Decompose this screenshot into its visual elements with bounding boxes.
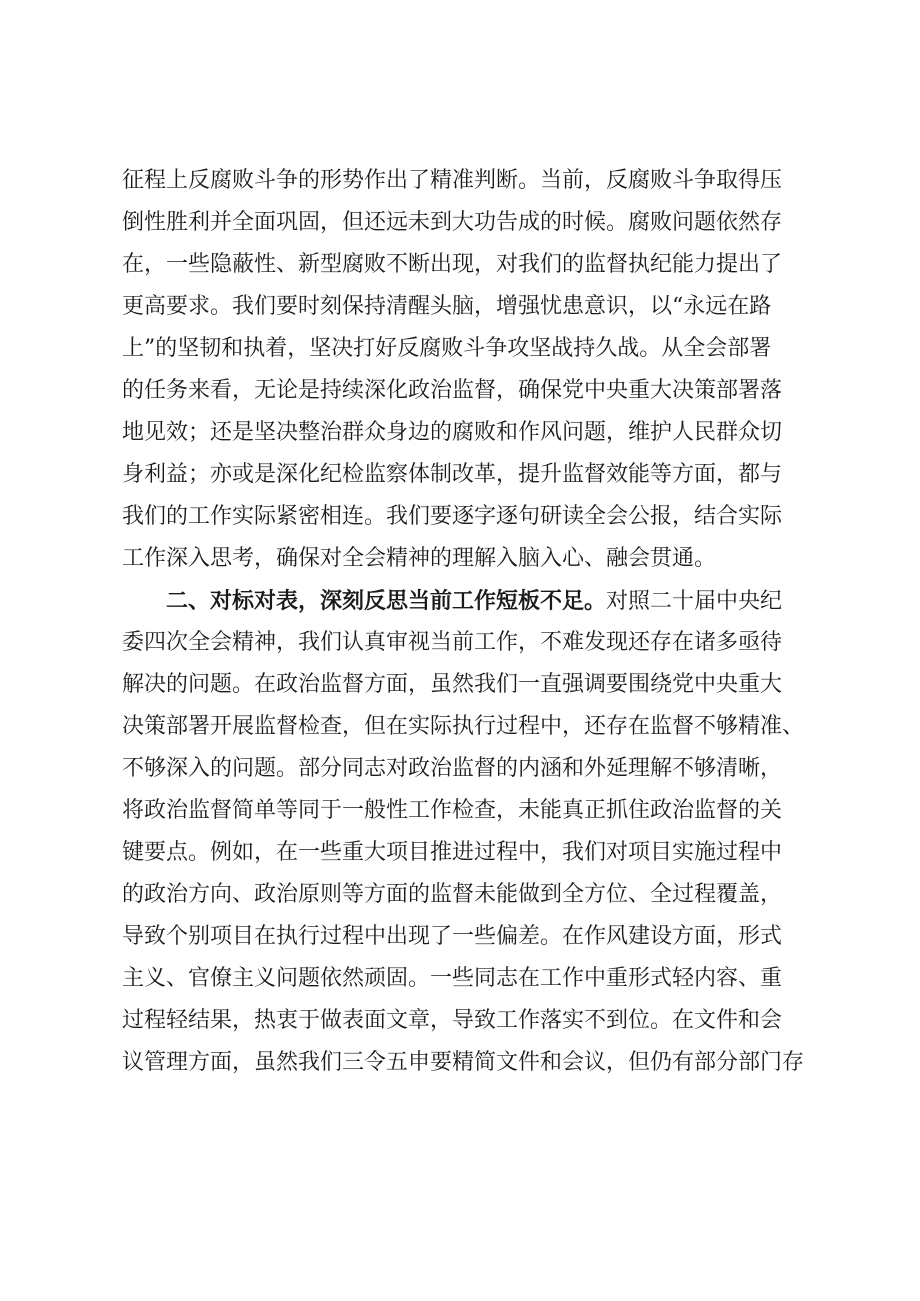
paragraph-2-line: 委四次全会精神，我们认真审视当前工作，不难发现还存在诸多亟待 (122, 630, 783, 655)
paragraph-2-line: 导致个别项目在执行过程中出现了一些偏差。在作风建设方面，形式 (122, 924, 783, 949)
paragraph-1 (122, 160, 822, 580)
paragraph-2-line: 键要点。例如，在一些重大项目推进过程中，我们对项目实施过程中 (122, 840, 783, 865)
paragraph-1-line: 地见效；还是坚决整治群众身边的腐败和作风问题，维护人民群众切 (122, 420, 783, 445)
paragraph-2-line: 决策部署开展监督检查，但在实际执行过程中，还存在监督不够精准、 (122, 714, 805, 739)
paragraph-2-line: 将政治监督简单等同于一般性工作检查，未能真正抓住政治监督的关 (122, 798, 783, 823)
paragraph-1-line: 在，一些隐蔽性、新型腐败不断出现，对我们的监督执纪能力提出了 (122, 252, 783, 277)
paragraph-2-line: 议管理方面，虽然我们三令五申要精简文件和会议，但仍有部分部门存 (122, 1050, 805, 1075)
paragraph-1-line: 我们的工作实际紧密相连。我们要逐字逐句研读全会公报，结合实际 (122, 504, 783, 529)
paragraph-2-line: 不够深入的问题。部分同志对政治监督的内涵和外延理解不够清晰， (122, 756, 783, 781)
paragraph-1-line: 工作深入思考，确保对全会精神的理解入脑入心、融会贯通。 (122, 546, 717, 571)
paragraph-2-line: 过程轻结果，热衷于做表面文章，导致工作落实不到位。在文件和会 (122, 1008, 783, 1033)
paragraph-1-line: 更高要求。我们要时刻保持清醒头脑，增强忧患意识，以“永远在路 (122, 294, 772, 319)
paragraph-1-line: 征程上反腐败斗争的形势作出了精准判断。当前，反腐败斗争取得压 (122, 168, 783, 193)
section-heading: 二、对标对表，深刻反思当前工作短板不足。 (166, 588, 607, 614)
paragraph-2-first-line (122, 580, 822, 622)
paragraph-2-line: 的政治方向、政治原则等方面的监督未能做到全方位、全过程覆盖， (122, 882, 783, 907)
paragraph-2-first-line-rest: 对照二十届中央纪 (606, 589, 783, 614)
document-body (122, 160, 822, 1084)
paragraph-1-line: 倒性胜利并全面巩固，但还远未到大功告成的时候。腐败问题依然存 (122, 210, 783, 235)
paragraph-1-line: 的任务来看，无论是持续深化政治监督，确保党中央重大决策部署落 (122, 378, 783, 403)
paragraph-1-line: 身利益；亦或是深化纪检监察体制改革，提升监督效能等方面，都与 (122, 462, 783, 487)
paragraph-1-line: 上”的坚韧和执着，坚决打好反腐败斗争攻坚战持久战。从全会部署 (122, 336, 772, 361)
paragraph-2-line: 主义、官僚主义问题依然顽固。一些同志在工作中重形式轻内容、重 (122, 966, 783, 991)
paragraph-2-line: 解决的问题。在政治监督方面，虽然我们一直强调要围绕党中央重大 (122, 672, 783, 697)
paragraph-2 (122, 580, 822, 1084)
